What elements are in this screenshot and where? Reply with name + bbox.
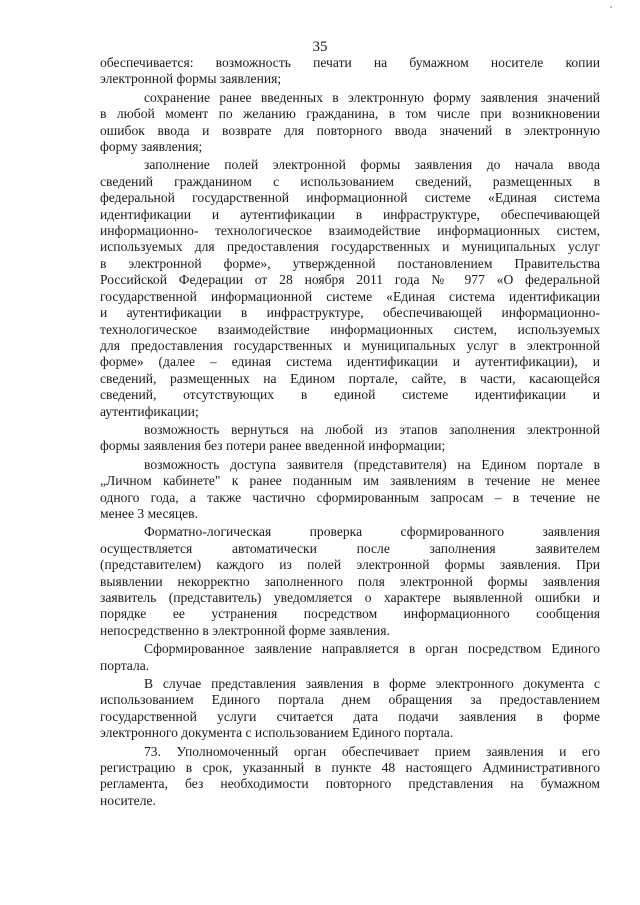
- text-line: форме» (далее – единая система идентификации и аутентификации), и: [100, 354, 600, 370]
- paragraph-personal-cabinet: [100, 457, 600, 523]
- text-line: в электронной форме», утвержденной постановлением Правительства: [100, 255, 600, 271]
- text-line: информационно- технологическое взаимодействие информационных систем,: [100, 223, 600, 239]
- text-line: государственной информационной системе «Единая система идентификации: [100, 288, 600, 304]
- text-line: В случае представления заявления в форме электронного документа с: [144, 676, 600, 692]
- text-line: регламента, без необходимости повторного представления на бумажном: [100, 776, 600, 792]
- text-line: одного года, а также частично сформированным запросам – в течение не: [100, 489, 600, 505]
- text-line: (представителем) каждого из полей электронной формы заявления. При: [100, 557, 600, 573]
- text-line: носителе.: [100, 792, 156, 808]
- paragraph-submission: [100, 641, 600, 674]
- text-line: заявитель (представитель) уведомляется о характере выявленной ошибки и: [100, 590, 600, 605]
- text-line: сведений, размещенных на Едином портале, сайте, в части, касающейся: [100, 370, 600, 386]
- text-line: технологическое взаимодействие информационных систем, используемых: [100, 321, 600, 337]
- text-line: сохранение ранее введенных в электронную форму заявления значений: [144, 89, 600, 105]
- paragraph-autofill: [100, 157, 600, 420]
- text-line: Российской Федерации от 28 ноября 2011 года № 977 «О федеральной: [100, 272, 600, 288]
- text-line: электронного документа с использованием Единого портала.: [100, 725, 454, 741]
- text-line: сведений, отсутствующих в единой системе идентификации и: [100, 387, 600, 403]
- text-line: менее 3 месяцев.: [100, 505, 198, 521]
- document-body: [100, 55, 600, 809]
- text-line: формы заявления без потери ранее введенной информации;: [100, 438, 446, 454]
- text-line: возможность вернуться на любой из этапов заполнения электронной: [144, 421, 600, 437]
- text-line: использованием Единого портала днем обращения за предоставлением: [100, 692, 600, 708]
- text-line: электронной формы заявления;: [100, 71, 282, 87]
- text-line: в любой момент по желанию гражданина, в том числе при возникновении: [100, 106, 600, 122]
- text-line: форму заявления;: [100, 139, 203, 155]
- text-line: 73. Уполномоченный орган обеспечивает прием заявления и его: [144, 743, 600, 759]
- text-line: выявлении некорректно заполненного поля электронной формы заявления: [100, 573, 600, 589]
- paragraph-73-registration: [100, 744, 600, 810]
- text-line: портала.: [100, 657, 150, 673]
- text-line: „Личном кабинете" к ранее поданным им заявлениям в течение не менее: [100, 473, 600, 489]
- text-line: используемых для предоставления государственных и муниципальных услуг: [100, 239, 600, 255]
- text-line: осуществляется автоматически после заполнения заявителем: [100, 540, 600, 556]
- text-line: сведений гражданином с использованием сведений, размещенных в: [100, 173, 600, 189]
- text-line: идентификации и аутентификации в инфраструктуре, обеспечивающей: [100, 206, 600, 222]
- page-number: 35: [312, 39, 328, 55]
- text-line: государственной услуги считается дата подачи заявления в форме: [100, 708, 600, 724]
- text-line: возможность доступа заявителя (представителя) на Едином портале в: [144, 456, 600, 472]
- text-line: порядке ее устранения посредством информационного сообщения: [100, 606, 600, 622]
- text-line: регистрацию в срок, указанный в пункте 48 настоящего Административного: [100, 760, 600, 776]
- text-line: аутентификации;: [100, 403, 199, 419]
- text-line: Форматно-логическая проверка сформированного заявления: [144, 524, 600, 540]
- text-line: ошибок ввода и возврате для повторного ввода значений в электронную: [100, 122, 600, 138]
- text-line: федеральной государственной информационной системе «Единая система: [100, 190, 600, 206]
- text-line: Сформированное заявление направляется в орган посредством Единого: [144, 641, 600, 657]
- paragraph-return-step: [100, 422, 600, 455]
- paragraph-format-check: [100, 524, 600, 639]
- scan-artifact-dot: [610, 6, 612, 8]
- text-line: обеспечивается: возможность печати на бумажном носителе копии: [100, 55, 600, 70]
- text-line: для предоставления государственных и муниципальных услуг в электронной: [100, 337, 600, 353]
- text-line: заполнение полей электронной формы заявления до начала ввода: [144, 157, 600, 173]
- paragraph-print-copy: [100, 55, 600, 88]
- text-line: и аутентификации в инфраструктуре, обеспечивающей информационно-: [100, 305, 600, 321]
- text-line: непосредственно в электронной форме заявления.: [100, 622, 390, 638]
- paragraph-save-values: [100, 90, 600, 156]
- paragraph-request-date: [100, 676, 600, 742]
